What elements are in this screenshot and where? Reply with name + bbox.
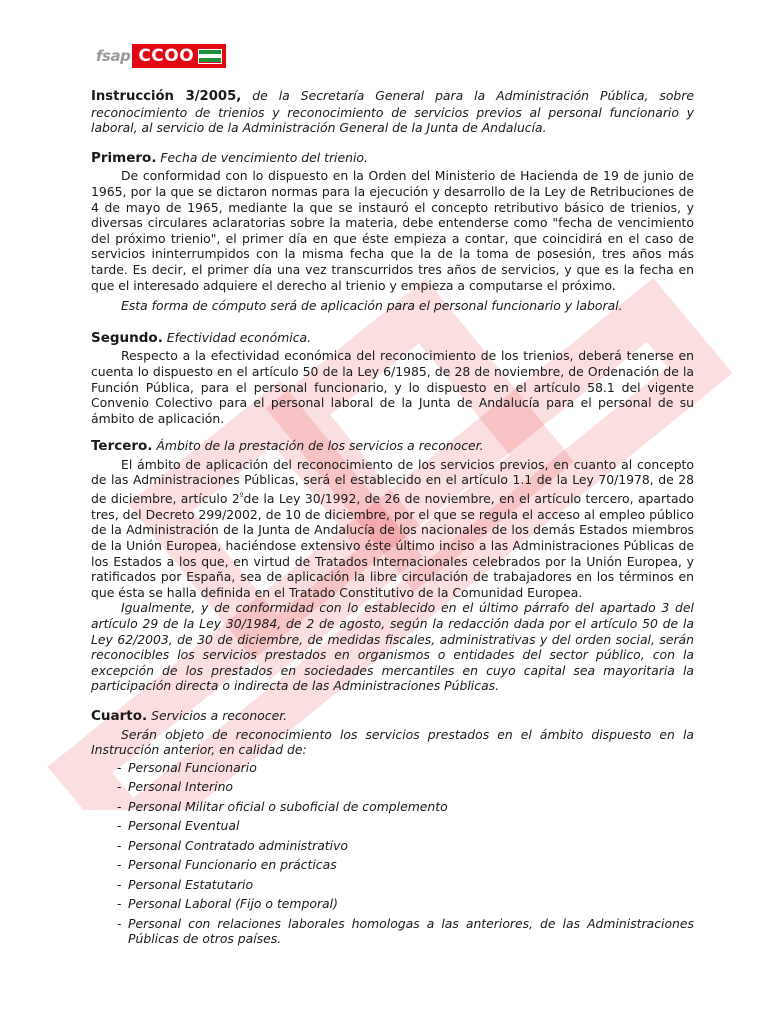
list-item: - Personal Funcionario — [117, 759, 257, 775]
primero-paragraph-1: De conformidad con lo dispuesto en la Orden del Ministerio de Hacienda de 19 de junio de 1965, por la que se dictaron normas para la ejecución y desarrollo de la Ley de Retribuciones de 4 de mayo de 1965, mediante la que se instauró el concepto retributivo básico de trienios, y diversas circulares aclaratorias sobre la materia, debe entenderse como "fecha de vencimiento del próximo trienio", el primer día en que éste empieza a contar, que coincidirá en el caso de servicios ininterrumpidos con la misma fecha que la de la toma de posesión, tres años más tarde. Es decir, el primer día una vez transcurridos tres años de servicios, y que es la fecha en que el interesado adquiere el derecho al trienio y empieza a computarse el próximo. — [91, 168, 694, 293]
section-heading: Segundo. — [91, 329, 163, 346]
ordinal-mark: º — [239, 491, 244, 501]
section-subtitle: Servicios a reconocer. — [147, 707, 288, 723]
andalusia-flag-icon — [198, 49, 222, 64]
section-heading: Tercero. — [91, 438, 153, 455]
section-cuarto-heading — [91, 708, 694, 725]
section-subtitle: Ámbito de la prestación de los servicios a reconocer. — [152, 438, 484, 454]
primero-paragraph-2: Esta forma de cómputo será de aplicación para el personal funcionario y laboral. — [121, 298, 623, 314]
section-heading: Primero. — [91, 149, 157, 166]
list-item-text: Personal con relaciones laborales homologas a las anteriores, de las Administraciones Públicas de otros países. — [128, 915, 694, 947]
intro-paragraph — [91, 88, 694, 136]
tercero-text-a: El ámbito de aplicación del reconocimiento de los servicios previos, en cuanto al concepto de las Administraciones Públicas, será el establecido en el artículo 1.1 de la Ley 70/1978, de 28 de diciembre, artículo 2 — [91, 456, 694, 507]
logo-ccoo-box — [132, 44, 226, 68]
list-item: - Personal con relaciones laborales homologas a las anteriores, de las Administraciones Públicas de otros países. — [117, 915, 694, 947]
list-item-text: Personal Estatutario — [128, 876, 254, 892]
list-item-text: Personal Interino — [128, 779, 234, 795]
list-item-text: Personal Funcionario en prácticas — [128, 857, 337, 873]
section-subtitle: Fecha de vencimiento del trienio. — [156, 149, 368, 165]
list-item: - Personal Contratado administrativo — [117, 837, 349, 853]
list-item: - Personal Laboral (Fijo o temporal) — [117, 896, 338, 912]
logo-ccoo-text: CCOO — [138, 46, 195, 66]
instruction-title: Instrucción 3/2005, — [91, 89, 242, 104]
logo-fsap-text: fsap — [96, 47, 131, 65]
cuarto-paragraph-1: Serán objeto de reconocimiento los servicios prestados en el ámbito dispuesto en la Instrucción anterior, en calidad de: — [91, 726, 694, 758]
section-primero-heading — [91, 150, 694, 167]
tercero-paragraph-1 — [91, 457, 694, 600]
document-body — [91, 88, 694, 951]
tercero-paragraph-2: Igualmente, y de conformidad con lo establecido en el último párrafo del apartado 3 del artículo 29 de la Ley 30/1984, de 2 de agosto, según la redacción dada por el artículo 50 de la Ley 62/2003, de 30 de diciembre, de medidas fiscales, administrativas y del orden social, serán reconocibles los servicios prestados en organismos o entidades del sector público, con la excepción de los prestados en sociedades mercantiles en cuyo capital sea mayoritaria la participación directa o indirecta de las Administraciones Públicas. — [91, 600, 694, 694]
section-segundo-heading — [91, 330, 694, 347]
intro-text: de la Secretaría General para la Administración Pública, sobre reconocimiento de trienios y reconocimiento de servicios previos al personal funcionario y laboral, al servicio de la Administración General de la Junta de Andalucía. — [91, 88, 694, 136]
list-item-text: Personal Contratado administrativo — [128, 837, 349, 853]
tercero-text-b: de la Ley 30/1992, de 26 de noviembre, en el artículo tercero, apartado tres, del Decreto 299/2002, de 10 de diciembre, por el que se regula el acceso al empleo público de la Administración de la Junta de Andalucía de los nacionales de los demás Estados miembros de la Unión Europea, haciéndose extensivo éste último inciso a las Administraciones Públicas de los Estados a los que, en virtud de Tratados Internacionales celebrados por la Unión Europea, y ratificados por España, sea de aplicación la libre circulación de trabajadores en los términos en que ésta se halla definida en el Tratado Constitutivo de la Comunidad Europea. — [91, 491, 695, 600]
list-item-text: Personal Laboral (Fijo o temporal) — [128, 896, 338, 912]
list-item: - Personal Militar oficial o suboficial de complemento — [117, 798, 448, 814]
list-item: - Personal Interino — [117, 779, 234, 795]
segundo-paragraph-1: Respecto a la efectividad económica del reconocimiento de los trienios, deberá tenerse en cuenta lo dispuesto en el artículo 50 de la Ley 6/1985, de 28 de noviembre, de Ordenación de la Función Pública, para el personal funcionario, y lo dispuesto en el artículo 58.1 del vigente Convenio Colectivo para el personal laboral de la Junta de Andalucía para el personal de su ámbito de aplicación. — [91, 348, 694, 426]
section-subtitle: Efectividad económica. — [162, 329, 312, 345]
fsap-ccoo-logo — [96, 44, 226, 68]
section-tercero-heading — [91, 438, 694, 455]
list-item: - Personal Funcionario en prácticas — [117, 857, 337, 873]
list-item-text: Personal Funcionario — [128, 759, 257, 775]
section-heading: Cuarto. — [91, 707, 148, 724]
personnel-list — [91, 760, 694, 947]
list-item: - Personal Eventual — [117, 818, 240, 834]
list-item-text: Personal Militar oficial o suboficial de complemento — [128, 798, 448, 814]
list-item-text: Personal Eventual — [128, 818, 240, 834]
list-item: - Personal Estatutario — [117, 876, 254, 892]
